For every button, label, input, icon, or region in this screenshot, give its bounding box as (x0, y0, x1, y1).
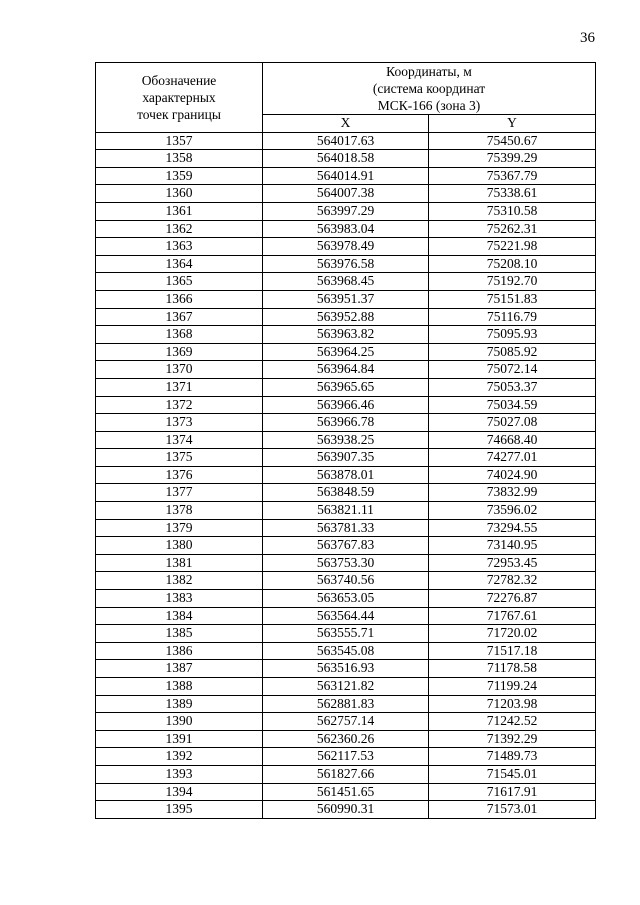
y-coordinate-cell: 75221.98 (429, 238, 596, 256)
point-id-cell: 1361 (96, 202, 263, 220)
y-coordinate-cell: 75053.37 (429, 378, 596, 396)
point-id-cell: 1394 (96, 783, 263, 801)
point-id-cell: 1395 (96, 801, 263, 819)
point-id-cell: 1393 (96, 765, 263, 783)
x-coordinate-cell: 561827.66 (263, 765, 429, 783)
point-id-cell: 1372 (96, 396, 263, 414)
table-row (96, 150, 596, 168)
y-coordinate-cell: 71720.02 (429, 625, 596, 643)
y-coordinate-cell: 75338.61 (429, 185, 596, 203)
coords-label-line: МСК-166 (зона 3) (377, 98, 481, 113)
table-row (96, 414, 596, 432)
table-row (96, 519, 596, 537)
x-coordinate-cell: 563963.82 (263, 326, 429, 344)
x-coordinate-cell: 563938.25 (263, 431, 429, 449)
point-id-cell: 1373 (96, 414, 263, 432)
point-id-cell: 1363 (96, 238, 263, 256)
table-row (96, 695, 596, 713)
y-coordinate-cell: 72276.87 (429, 590, 596, 608)
point-id-cell: 1376 (96, 466, 263, 484)
x-coordinate-cell: 562117.53 (263, 748, 429, 766)
x-coordinate-cell: 563555.71 (263, 625, 429, 643)
point-id-cell: 1359 (96, 167, 263, 185)
point-id-cell: 1360 (96, 185, 263, 203)
y-coordinate-cell: 74024.90 (429, 466, 596, 484)
table-row (96, 185, 596, 203)
coordinates-table (95, 62, 596, 819)
table-row (96, 625, 596, 643)
point-id-cell: 1382 (96, 572, 263, 590)
table-row (96, 730, 596, 748)
y-coordinate-cell: 74277.01 (429, 449, 596, 467)
point-id-cell: 1388 (96, 678, 263, 696)
point-id-cell: 1380 (96, 537, 263, 555)
point-id-cell: 1386 (96, 642, 263, 660)
y-coordinate-cell: 75085.92 (429, 343, 596, 361)
point-id-cell: 1383 (96, 590, 263, 608)
y-coordinate-cell: 71617.91 (429, 783, 596, 801)
y-coordinate-cell: 75151.83 (429, 290, 596, 308)
y-coordinate-cell: 71573.01 (429, 801, 596, 819)
x-coordinate-cell: 563951.37 (263, 290, 429, 308)
x-coordinate-cell: 564014.91 (263, 167, 429, 185)
x-coordinate-cell: 563983.04 (263, 220, 429, 238)
x-coordinate-cell: 562360.26 (263, 730, 429, 748)
x-coordinate-cell: 561451.65 (263, 783, 429, 801)
y-coordinate-cell: 75450.67 (429, 132, 596, 150)
point-id-cell: 1366 (96, 290, 263, 308)
y-coordinate-cell: 71517.18 (429, 642, 596, 660)
y-coordinate-cell: 75208.10 (429, 255, 596, 273)
y-coordinate-cell: 75095.93 (429, 326, 596, 344)
y-coordinate-cell: 71545.01 (429, 765, 596, 783)
table-row (96, 238, 596, 256)
y-coordinate-cell: 75116.79 (429, 308, 596, 326)
table-row (96, 484, 596, 502)
table-row (96, 607, 596, 625)
y-coordinate-cell: 72953.45 (429, 554, 596, 572)
table-row (96, 343, 596, 361)
y-coordinate-cell: 71178.58 (429, 660, 596, 678)
y-coordinate-cell: 71489.73 (429, 748, 596, 766)
table-row (96, 326, 596, 344)
point-id-cell: 1387 (96, 660, 263, 678)
table-row (96, 132, 596, 150)
point-id-cell: 1364 (96, 255, 263, 273)
table-row (96, 590, 596, 608)
point-id-cell: 1370 (96, 361, 263, 379)
point-label-line: точек границы (137, 106, 221, 122)
point-id-cell: 1365 (96, 273, 263, 291)
y-coordinate-cell: 75027.08 (429, 414, 596, 432)
x-coordinate-cell: 563964.84 (263, 361, 429, 379)
x-coordinate-cell: 563740.56 (263, 572, 429, 590)
x-coordinate-cell: 563753.30 (263, 554, 429, 572)
table-row (96, 642, 596, 660)
y-coordinate-cell: 73596.02 (429, 502, 596, 520)
x-coordinate-cell: 563821.11 (263, 502, 429, 520)
coordinates-header (263, 63, 596, 115)
coords-label-line: (система координат (372, 81, 486, 96)
x-coordinate-cell: 563952.88 (263, 308, 429, 326)
point-id-cell: 1385 (96, 625, 263, 643)
y-coordinate-cell: 75367.79 (429, 167, 596, 185)
table-row (96, 378, 596, 396)
x-coordinate-cell: 563968.45 (263, 273, 429, 291)
x-coordinate-cell: 560990.31 (263, 801, 429, 819)
y-coordinate-cell: 75034.59 (429, 396, 596, 414)
table-row (96, 396, 596, 414)
x-coordinate-cell: 563848.59 (263, 484, 429, 502)
table-row (96, 220, 596, 238)
point-label-line: Обозначение (141, 72, 217, 88)
x-coordinate-cell: 563781.33 (263, 519, 429, 537)
table-row (96, 290, 596, 308)
x-coordinate-cell: 563545.08 (263, 642, 429, 660)
point-id-cell: 1384 (96, 607, 263, 625)
y-coordinate-cell: 73832.99 (429, 484, 596, 502)
y-coordinate-cell: 71392.29 (429, 730, 596, 748)
y-coordinate-cell: 73140.95 (429, 537, 596, 555)
table-row (96, 554, 596, 572)
x-coordinate-cell: 564007.38 (263, 185, 429, 203)
x-coordinate-cell: 563966.78 (263, 414, 429, 432)
table-row (96, 308, 596, 326)
x-coordinate-cell: 563965.65 (263, 378, 429, 396)
y-coordinate-cell: 75072.14 (429, 361, 596, 379)
point-id-cell: 1392 (96, 748, 263, 766)
y-coordinate-cell: 75262.31 (429, 220, 596, 238)
table-row (96, 255, 596, 273)
x-coordinate-cell: 562757.14 (263, 713, 429, 731)
x-coordinate-cell: 563653.05 (263, 590, 429, 608)
table-row (96, 678, 596, 696)
x-coordinate-cell: 563966.46 (263, 396, 429, 414)
y-coordinate-cell: 75310.58 (429, 202, 596, 220)
table-row (96, 273, 596, 291)
table-row (96, 572, 596, 590)
point-id-cell: 1381 (96, 554, 263, 572)
point-id-cell: 1391 (96, 730, 263, 748)
x-column-header: X (263, 115, 429, 133)
y-coordinate-cell: 71242.52 (429, 713, 596, 731)
y-coordinate-cell: 74668.40 (429, 431, 596, 449)
point-id-cell: 1368 (96, 326, 263, 344)
point-id-cell: 1371 (96, 378, 263, 396)
point-id-cell: 1390 (96, 713, 263, 731)
point-id-cell: 1357 (96, 132, 263, 150)
x-coordinate-cell: 563978.49 (263, 238, 429, 256)
y-column-header: Y (429, 115, 596, 133)
table-row (96, 765, 596, 783)
y-coordinate-cell: 72782.32 (429, 572, 596, 590)
table-header (96, 63, 596, 133)
y-coordinate-cell: 71767.61 (429, 607, 596, 625)
x-coordinate-cell: 563976.58 (263, 255, 429, 273)
y-coordinate-cell: 73294.55 (429, 519, 596, 537)
table-row (96, 801, 596, 819)
y-coordinate-cell: 71199.24 (429, 678, 596, 696)
x-coordinate-cell: 563907.35 (263, 449, 429, 467)
y-coordinate-cell: 75399.29 (429, 150, 596, 168)
x-coordinate-cell: 564018.58 (263, 150, 429, 168)
point-id-cell: 1377 (96, 484, 263, 502)
point-id-cell: 1374 (96, 431, 263, 449)
table-row (96, 502, 596, 520)
table-row (96, 202, 596, 220)
point-id-cell: 1378 (96, 502, 263, 520)
x-coordinate-cell: 562881.83 (263, 695, 429, 713)
table-row (96, 466, 596, 484)
point-id-cell: 1375 (96, 449, 263, 467)
x-coordinate-cell: 563767.83 (263, 537, 429, 555)
x-coordinate-cell: 563564.44 (263, 607, 429, 625)
coords-label-line: Координаты, м (386, 64, 472, 79)
point-id-cell: 1362 (96, 220, 263, 238)
table-row (96, 537, 596, 555)
page-number: 36 (580, 30, 595, 46)
point-id-cell: 1367 (96, 308, 263, 326)
point-id-cell: 1389 (96, 695, 263, 713)
table-row (96, 748, 596, 766)
x-coordinate-cell: 563964.25 (263, 343, 429, 361)
x-coordinate-cell: 563516.93 (263, 660, 429, 678)
table-body (96, 132, 596, 818)
table-row (96, 713, 596, 731)
table-row (96, 660, 596, 678)
point-id-cell: 1369 (96, 343, 263, 361)
y-coordinate-cell: 75192.70 (429, 273, 596, 291)
point-label-header (96, 63, 263, 133)
point-label-line: характерных (142, 89, 216, 105)
point-id-cell: 1379 (96, 519, 263, 537)
x-coordinate-cell: 564017.63 (263, 132, 429, 150)
point-id-cell: 1358 (96, 150, 263, 168)
x-coordinate-cell: 563878.01 (263, 466, 429, 484)
table-row (96, 361, 596, 379)
table-row (96, 783, 596, 801)
x-coordinate-cell: 563121.82 (263, 678, 429, 696)
y-coordinate-cell: 71203.98 (429, 695, 596, 713)
table-row (96, 431, 596, 449)
x-coordinate-cell: 563997.29 (263, 202, 429, 220)
table-row (96, 167, 596, 185)
table-row (96, 449, 596, 467)
